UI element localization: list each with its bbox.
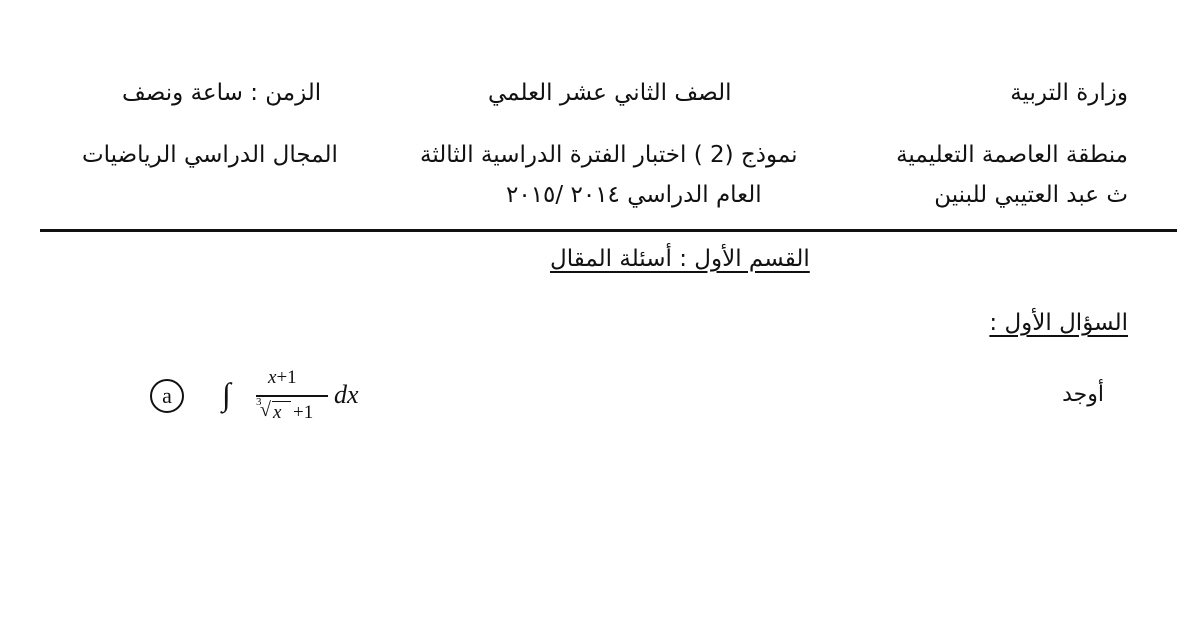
integral-expression bbox=[222, 366, 382, 430]
question-instruction: أوجد bbox=[1062, 382, 1104, 407]
education-district: منطقة العاصمة التعليمية bbox=[896, 142, 1128, 168]
grade-label: الصف الثاني عشر العلمي bbox=[488, 80, 732, 106]
radicand-variable: x bbox=[273, 402, 282, 423]
academic-year: العام الدراسي ٢٠١٤ /٢٠١٥ bbox=[506, 182, 762, 208]
question-title: السؤال الأول : bbox=[989, 310, 1128, 336]
numerator-variable: x bbox=[268, 367, 277, 388]
ministry-name: وزارة التربية bbox=[1010, 80, 1128, 106]
school-name: ث عبد العتيبي للبنين bbox=[934, 182, 1128, 208]
radical-sign: √ bbox=[260, 399, 271, 421]
header-divider bbox=[40, 229, 1177, 232]
root-index: 3 bbox=[256, 396, 262, 408]
exam-title: نموذج (2 ) اختبار الفترة الدراسية الثالثة bbox=[420, 142, 798, 168]
integral-sign: ∫ bbox=[222, 376, 231, 412]
numerator-constant: +1 bbox=[276, 367, 297, 388]
part-a-label: a bbox=[150, 379, 184, 413]
fraction-denominator bbox=[256, 396, 336, 426]
section-title: القسم الأول : أسئلة المقال bbox=[550, 246, 810, 272]
exam-duration: الزمن : ساعة ونصف bbox=[122, 80, 322, 106]
differential: dx bbox=[334, 380, 359, 409]
denominator-constant: +1 bbox=[293, 402, 314, 423]
fraction-numerator bbox=[268, 366, 297, 390]
subject-field: المجال الدراسي الرياضيات bbox=[82, 142, 338, 168]
